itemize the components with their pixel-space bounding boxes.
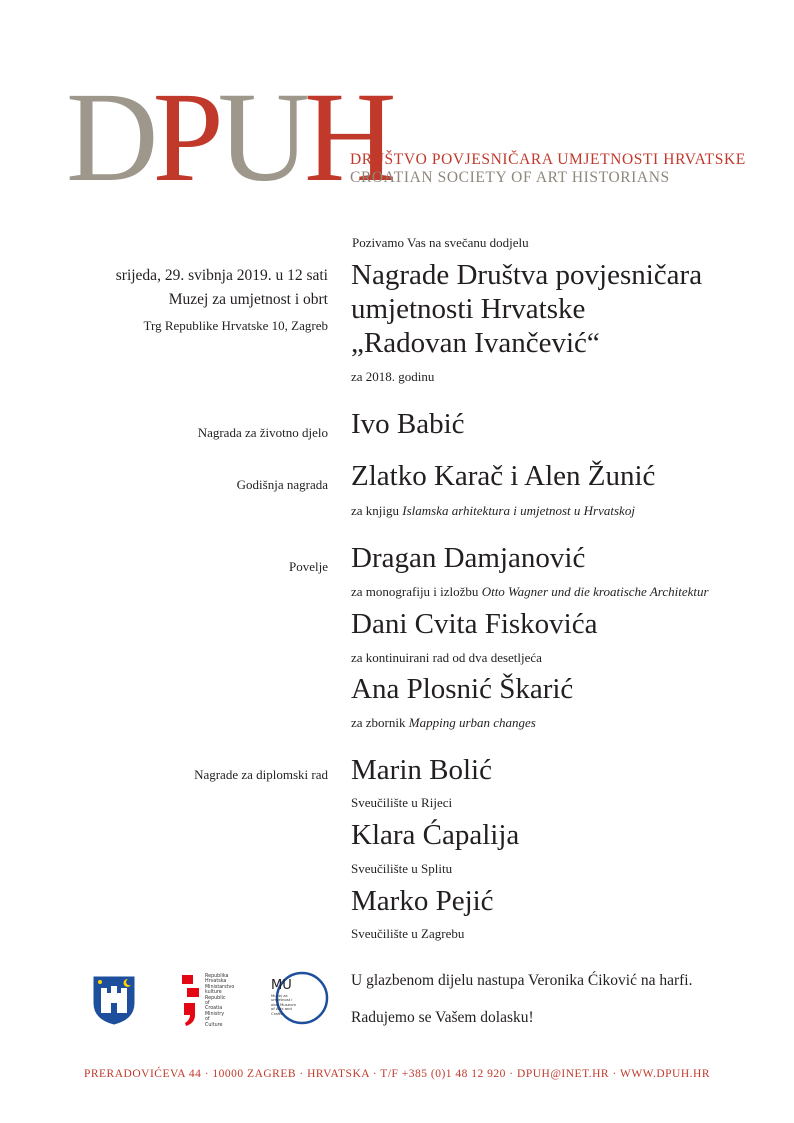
thesis2-name: Klara Ćapalija xyxy=(351,819,520,851)
event-date: srijeda, 29. svibnja 2019. u 12 sati xyxy=(115,267,328,284)
lifetime-name: Ivo Babić xyxy=(351,408,465,440)
music-note: U glazbenom dijelu nastupa Veronika Ćiković na harfi. xyxy=(351,972,693,989)
annual-desc: za knjigu Islamska arhitektura i umjetnost u Hrvatskoj xyxy=(351,503,635,518)
charter2-desc: za kontinuirani rad od dva desetljeća xyxy=(351,650,542,665)
footer-contact: PRERADOVIĆEVA 44 · 10000 ZAGREB · HRVATSKA · T/F +385 (0)1 48 12 920 · DPUH@INET.HR · WWW.DPUH.HR xyxy=(83,1068,711,1080)
thesis-label: Nagrade za diplomski rad xyxy=(194,767,328,782)
thesis1-uni: Sveučilište u Rijeci xyxy=(351,795,453,810)
event-venue: Muzej za umjetnost i obrt xyxy=(168,291,328,308)
thesis1-name: Marin Bolić xyxy=(351,754,492,786)
charter1-desc: za monografiju i izložbu Otto Wagner und die kroatische Architektur xyxy=(351,584,709,599)
org-name-hr: DRUŠTVO POVJESNIČARA UMJETNOSTI HRVATSKE xyxy=(350,151,746,168)
ministry-logo-icon xyxy=(182,975,204,1027)
closing-note: Radujemo se Vašem dolasku! xyxy=(351,1009,534,1026)
charter2-name: Dani Cvita Fiskovića xyxy=(351,608,598,640)
charter3-desc: za zbornik Mapping urban changes xyxy=(351,715,536,730)
charter3-name: Ana Plosnić Škarić xyxy=(351,673,574,705)
mu-label: MU xyxy=(271,978,292,993)
zagreb-coat-of-arms-icon xyxy=(92,975,136,1025)
charter1-name: Dragan Damjanović xyxy=(351,542,586,574)
annual-name: Zlatko Karač i Alen Žunić xyxy=(351,460,656,492)
ministry-text: Republika Hrvatska Ministarstvo kulture Republic of Croatia Ministry of Culture xyxy=(205,974,235,1028)
mu-text: Muzej za umjetnost i obrt Museum of Arts and Crafts xyxy=(271,993,297,1016)
invite-text: Pozivamo Vas na svečanu dodjelu xyxy=(352,235,529,250)
event-year: za 2018. godinu xyxy=(351,369,435,384)
event-title-line1: Nagrade Društva povjesničara xyxy=(351,259,703,291)
dpuh-logo: DPUH xyxy=(66,66,391,208)
org-name-en: CROATIAN SOCIETY OF ART HISTORIANS xyxy=(350,169,670,186)
thesis3-uni: Sveučilište u Zagrebu xyxy=(351,926,465,941)
lifetime-label: Nagrada za životno djelo xyxy=(197,425,328,440)
charters-label: Povelje xyxy=(289,559,328,574)
event-title-line3: „Radovan Ivančević“ xyxy=(351,327,600,359)
annual-label: Godišnja nagrada xyxy=(236,477,328,492)
thesis3-name: Marko Pejić xyxy=(351,885,494,917)
thesis2-uni: Sveučilište u Splitu xyxy=(351,861,453,876)
event-title-line2: umjetnosti Hrvatske xyxy=(351,293,586,325)
event-address: Trg Republike Hrvatske 10, Zagreb xyxy=(143,318,328,333)
